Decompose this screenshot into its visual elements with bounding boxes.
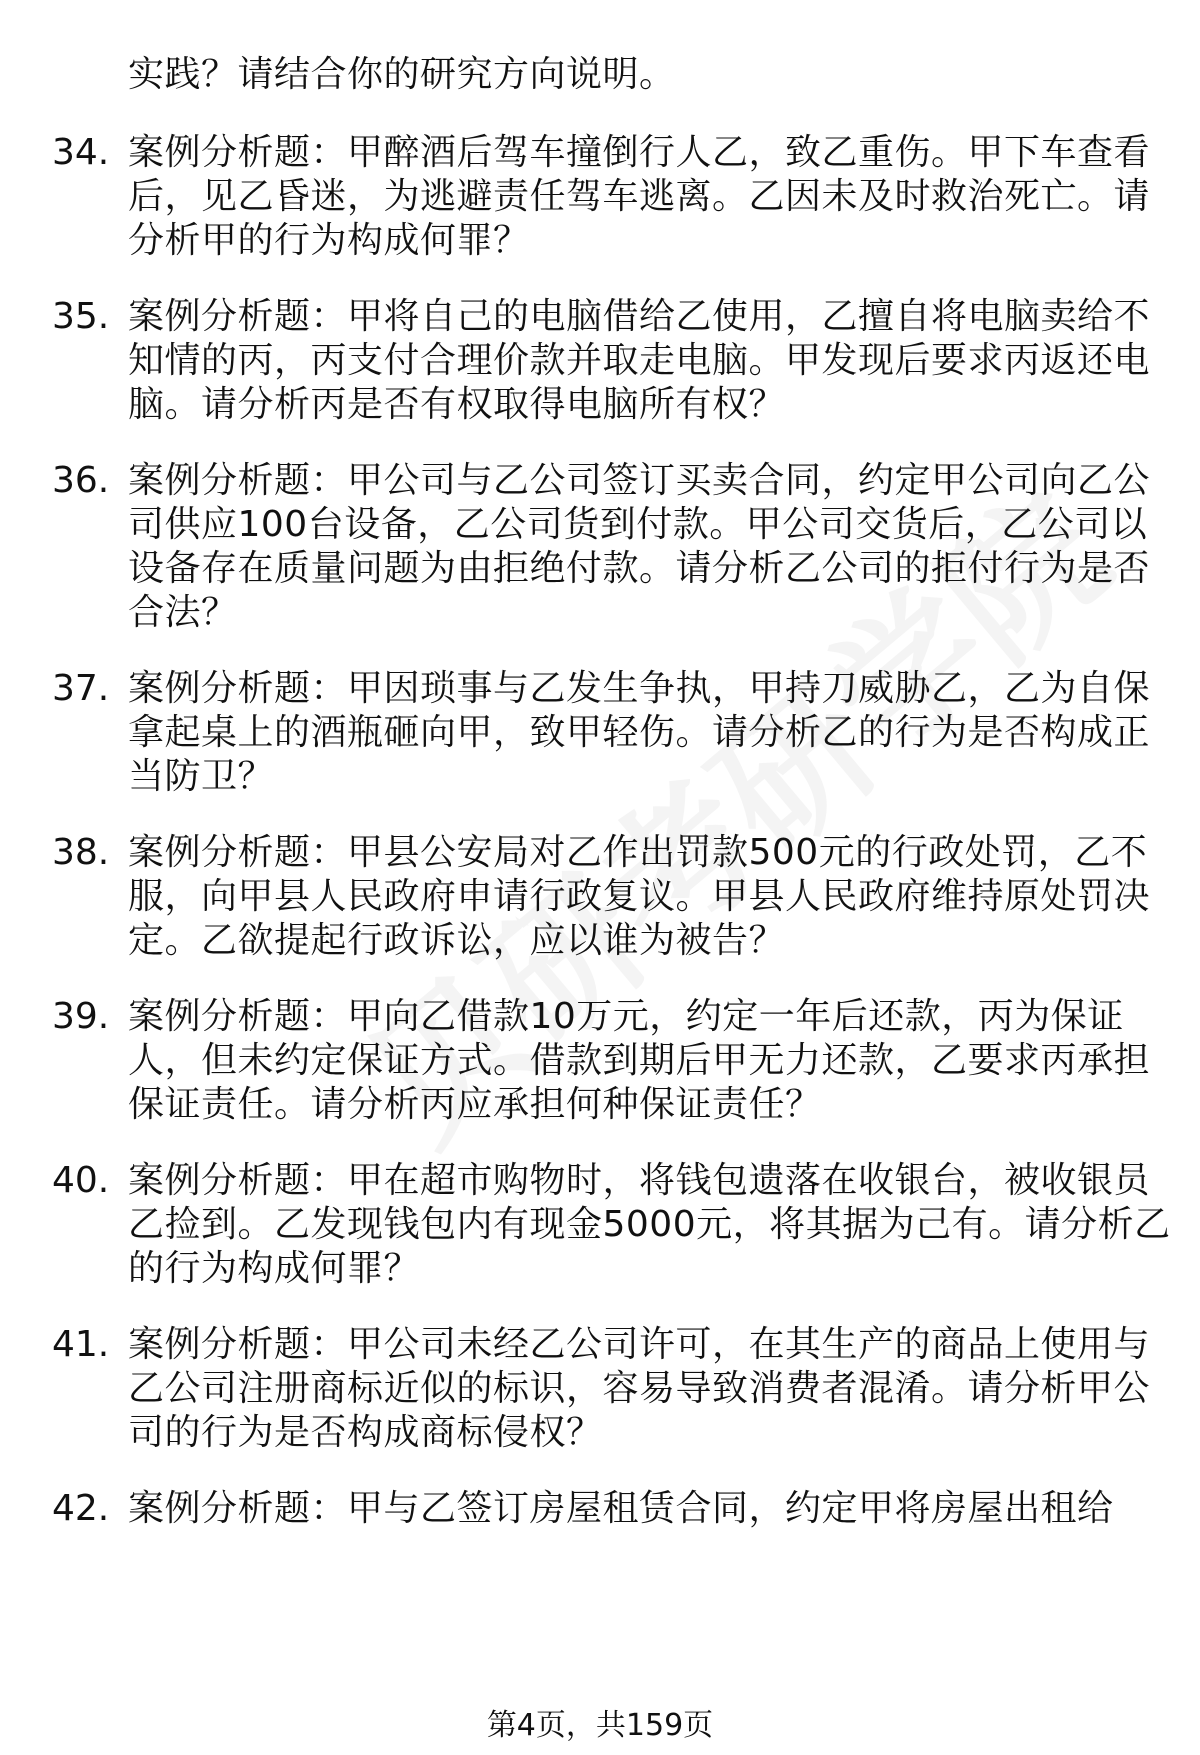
question-line: 案例分析题：甲醉酒后驾车撞倒行人乙，致乙重伤。甲下车查看	[128, 132, 1151, 173]
question-number: 36.	[52, 460, 110, 501]
question-number: 37.	[52, 668, 110, 709]
question-line: 知情的丙，丙支付合理价款并取走电脑。甲发现后要求丙返还电	[128, 340, 1151, 381]
question-line: 乙公司注册商标近似的标识，容易导致消费者混淆。请分析甲公	[128, 1368, 1151, 1409]
continuation-text: 实践？请结合你的研究方向说明。	[128, 54, 676, 95]
question-line: 服，向甲县人民政府申请行政复议。甲县人民政府维持原处罚决	[128, 876, 1151, 917]
question-line: 拿起桌上的酒瓶砸向甲，致甲轻伤。请分析乙的行为是否构成正	[128, 712, 1151, 753]
question-line: 的行为构成何罪？	[128, 1248, 421, 1289]
question-line: 司供应100台设备，乙公司货到付款。甲公司交货后，乙公司以	[128, 504, 1148, 545]
question-line: 案例分析题：甲在超市购物时，将钱包遗落在收银台，被收银员	[128, 1160, 1151, 1201]
page-footer: 第4页，共159页	[486, 1708, 714, 1743]
question-line: 案例分析题：甲公司与乙公司签订买卖合同，约定甲公司向乙公	[128, 460, 1151, 501]
question-number: 40.	[52, 1160, 110, 1201]
question-line: 定。乙欲提起行政诉讼，应以谁为被告？	[128, 920, 786, 961]
question-line: 案例分析题：甲向乙借款10万元，约定一年后还款，丙为保证	[128, 996, 1124, 1037]
question-number: 35.	[52, 296, 110, 337]
question-number: 38.	[52, 832, 110, 873]
question-line: 合法？	[128, 592, 238, 633]
question-line: 案例分析题：甲因琐事与乙发生争执，甲持刀威胁乙，乙为自保	[128, 668, 1151, 709]
question-line: 设备存在质量问题为由拒绝付款。请分析乙公司的拒付行为是否	[128, 548, 1151, 589]
question-line: 司的行为是否构成商标侵权？	[128, 1412, 603, 1453]
question-line: 案例分析题：甲与乙签订房屋租赁合同，约定甲将房屋出租给	[128, 1488, 1114, 1529]
question-line: 人，但未约定保证方式。借款到期后甲无力还款，乙要求丙承担	[128, 1040, 1151, 1081]
question-number: 42.	[52, 1488, 110, 1529]
question-number: 39.	[52, 996, 110, 1037]
question-line: 后，见乙昏迷，为逃避责任驾车逃离。乙因未及时救治死亡。请	[128, 176, 1151, 217]
question-line: 保证责任。请分析丙应承担何种保证责任？	[128, 1084, 822, 1125]
question-line: 案例分析题：甲将自己的电脑借给乙使用，乙擅自将电脑卖给不	[128, 296, 1151, 337]
question-line: 案例分析题：甲县公安局对乙作出罚款500元的行政处罚，乙不	[128, 832, 1148, 873]
question-line: 脑。请分析丙是否有权取得电脑所有权？	[128, 384, 786, 425]
question-line: 案例分析题：甲公司未经乙公司许可，在其生产的商品上使用与	[128, 1324, 1151, 1365]
question-line: 乙捡到。乙发现钱包内有现金5000元，将其据为己有。请分析乙	[128, 1204, 1171, 1245]
question-number: 41.	[52, 1324, 110, 1365]
question-number: 34.	[52, 132, 110, 173]
question-line: 当防卫？	[128, 756, 275, 797]
question-line: 分析甲的行为构成何罪？	[128, 220, 530, 261]
